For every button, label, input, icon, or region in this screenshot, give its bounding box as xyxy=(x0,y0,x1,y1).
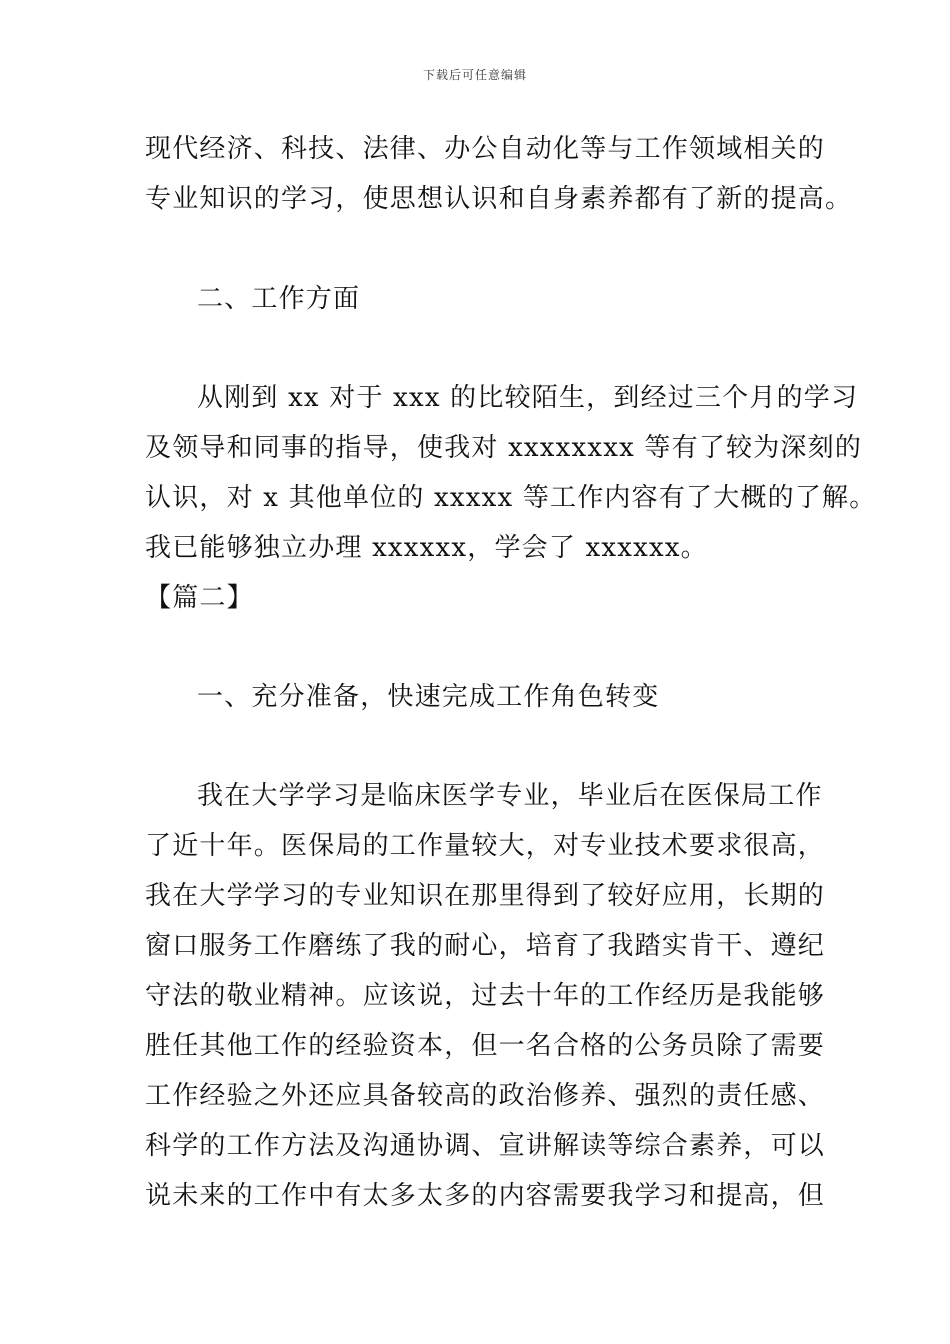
paragraph-line: 工作经验之外还应具备较高的政治修养、强烈的责任感、 xyxy=(145,1081,826,1111)
paragraph-line: 我已能够独立办理 xxxxxx，学会了 xxxxxx。 xyxy=(145,533,708,563)
paragraph-line: 从刚到 xx 对于 xxx 的比较陌生，到经过三个月的学习 xyxy=(197,383,859,413)
paragraph-line: 窗口服务工作磨练了我的耐心，培育了我踏实肯干、遵纪 xyxy=(145,931,826,961)
paragraph-line: 胜任其他工作的经验资本，但一名合格的公务员除了需要 xyxy=(145,1031,826,1061)
paragraph-line: 及领导和同事的指导，使我对 xxxxxxxx 等有了较为深刻的 xyxy=(145,433,863,463)
section-heading: 一、充分准备，快速完成工作角色转变 xyxy=(197,682,660,712)
header-note: 下载后可任意编辑 xyxy=(422,68,527,82)
paragraph-line: 说未来的工作中有太多太多的内容需要我学习和提高，但 xyxy=(145,1181,826,1211)
paragraph-line: 守法的敬业精神。应该说，过去十年的工作经历是我能够 xyxy=(145,981,826,1011)
paragraph-line: 了近十年。医保局的工作量较大，对专业技术要求很高， xyxy=(145,831,826,861)
paragraph-line: 我在大学学习是临床医学专业，毕业后在医保局工作 xyxy=(197,781,823,811)
paragraph-line: 我在大学学习的专业知识在那里得到了较好应用，长期的 xyxy=(145,881,826,911)
section-heading: 二、工作方面 xyxy=(197,284,361,314)
part-heading: 【篇二】 xyxy=(145,583,254,613)
paragraph-line: 专业知识的学习，使思想认识和自身素养都有了新的提高。 xyxy=(145,184,853,214)
paragraph-line: 现代经济、科技、法律、办公自动化等与工作领域相关的 xyxy=(145,134,826,164)
paragraph-line: 认识，对 x 其他单位的 xxxxx 等工作内容有了大概的了解。 xyxy=(145,483,877,513)
paragraph-line: 科学的工作方法及沟通协调、宣讲解读等综合素养，可以 xyxy=(145,1131,826,1161)
